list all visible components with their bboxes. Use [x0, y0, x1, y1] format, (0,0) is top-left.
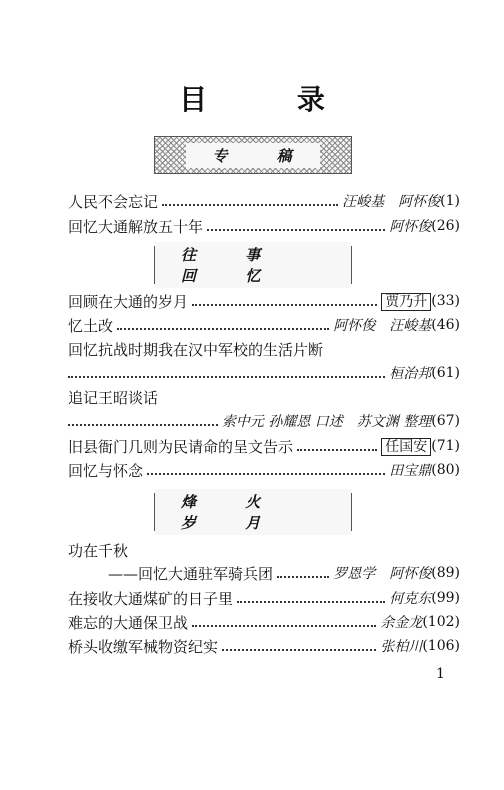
- boxed-author: 贾乃升: [381, 293, 431, 311]
- entry-page: (89): [431, 565, 460, 581]
- toc-entry[interactable]: [68, 635, 460, 657]
- leader-dots: [192, 624, 376, 627]
- entry-title: 回忆大通解放五十年: [68, 217, 204, 236]
- entry-author: 余金龙: [380, 615, 423, 631]
- toc-entry[interactable]: [68, 215, 460, 237]
- section-banner-memories: [154, 246, 352, 284]
- leader-dots: [277, 575, 329, 578]
- boxed-author: 任国安: [381, 438, 431, 456]
- toc-entry[interactable]: [68, 459, 460, 481]
- entry-title[interactable]: 功在千秋: [68, 542, 129, 560]
- entry-subtitle: ——回忆大通驻军骑兵团: [108, 564, 274, 583]
- toc-entry[interactable]: [68, 290, 460, 312]
- entry-author: 田宝鼎: [389, 463, 432, 479]
- toc-entry[interactable]: [68, 611, 460, 633]
- entry-title[interactable]: 回忆抗战时期我在汉中军校的生活片断: [68, 341, 324, 359]
- entry-author: [381, 436, 431, 456]
- toc-entry-continuation[interactable]: [108, 562, 460, 584]
- entry-page: (26): [431, 218, 460, 234]
- entry-title[interactable]: 追记王昭谈话: [68, 389, 159, 407]
- entry-title: 桥头收缴军械物资纪实: [68, 637, 219, 656]
- leader-dots: [297, 448, 377, 451]
- entry-page: (61): [431, 365, 460, 381]
- toc-entry-continuation[interactable]: [68, 410, 460, 432]
- section-label: 专 稿: [186, 143, 319, 168]
- toc-entry-continuation[interactable]: [68, 362, 460, 384]
- entry-author: 阿怀俊: [389, 219, 432, 235]
- section-banner-special: [154, 136, 352, 174]
- entry-page: (106): [422, 638, 460, 654]
- entry-page: (46): [431, 317, 460, 333]
- leader-dots: [222, 648, 376, 651]
- toc-entry[interactable]: [68, 314, 460, 336]
- section-label: 往 事 回 忆: [155, 242, 351, 288]
- page-title: 目 录: [179, 83, 365, 116]
- entry-title: 回忆与怀念: [68, 461, 144, 480]
- entry-page: (80): [431, 462, 460, 478]
- entry-page: (102): [422, 614, 460, 630]
- leader-dots: [147, 472, 385, 475]
- leader-dots: [237, 600, 385, 603]
- entry-title: 忆土改: [68, 316, 114, 335]
- entry-author: 阿怀俊 汪峻基: [333, 318, 432, 334]
- entry-title: 在接收大通煤矿的日子里: [68, 589, 234, 608]
- toc-entry[interactable]: [68, 435, 460, 457]
- leader-dots: [192, 303, 377, 306]
- entry-author: 汪峻基 阿怀俊: [342, 194, 441, 210]
- leader-dots: [68, 375, 385, 378]
- entry-author: 桓治邦: [389, 366, 432, 382]
- entry-title: 人民不会忘记: [68, 192, 159, 211]
- toc-entry[interactable]: [68, 587, 460, 609]
- section-label: 烽 火 岁 月: [155, 489, 351, 535]
- entry-author: 张柏川: [380, 639, 423, 655]
- entry-title: 难忘的大通保卫战: [68, 613, 189, 632]
- leader-dots: [207, 228, 385, 231]
- entry-title: 回顾在大通的岁月: [68, 292, 189, 311]
- entry-author: 索中元 孙耀恩 口述 苏文渊 整理: [221, 414, 432, 430]
- leader-dots: [162, 203, 338, 206]
- leader-dots: [68, 423, 218, 426]
- entry-page: (71): [431, 438, 460, 454]
- entry-page: (99): [431, 590, 460, 606]
- entry-author: [381, 291, 431, 311]
- entry-author: 何克东: [389, 591, 432, 607]
- entry-page: (67): [431, 413, 460, 429]
- entry-title: 旧县衙门几则为民请命的呈文告示: [68, 437, 294, 456]
- leader-dots: [117, 327, 329, 330]
- toc-entry[interactable]: [68, 190, 460, 212]
- page-number: 1: [436, 666, 445, 682]
- section-banner-war-years: [154, 493, 352, 531]
- entry-page: (33): [431, 293, 460, 309]
- entry-author: 罗恩学 阿怀俊: [333, 566, 432, 582]
- entry-page: (1): [440, 193, 460, 209]
